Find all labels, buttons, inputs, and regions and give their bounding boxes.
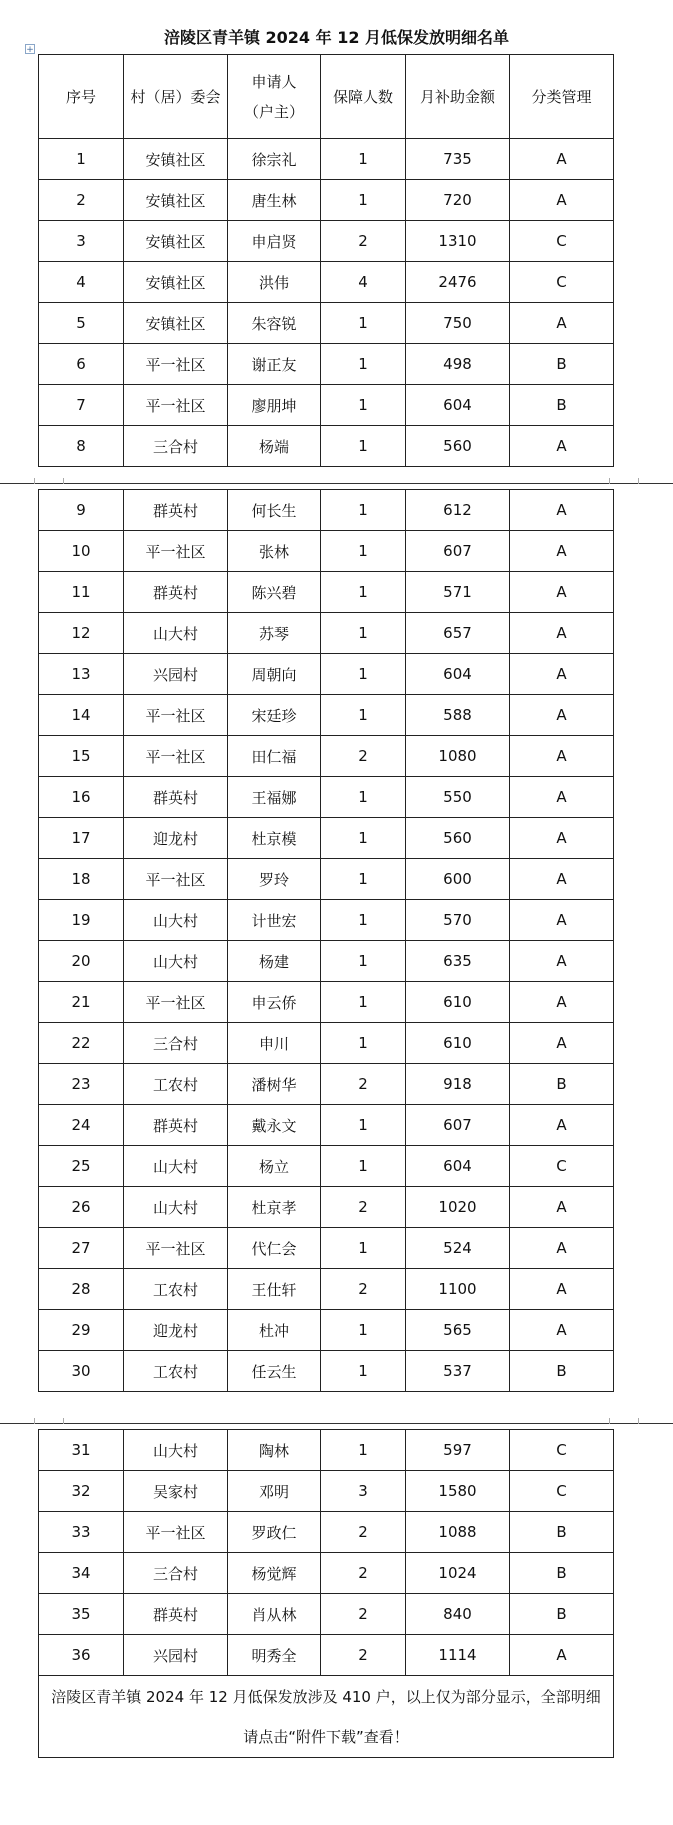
- cell-seq: 30: [39, 1351, 124, 1392]
- cell-people: 1: [321, 344, 406, 385]
- cell-amount: 1580: [406, 1471, 510, 1512]
- cell-seq: 9: [39, 490, 124, 531]
- cell-people: 1: [321, 1105, 406, 1146]
- cell-village: 三合村: [124, 1023, 228, 1064]
- cell-seq: 22: [39, 1023, 124, 1064]
- cell-category: A: [510, 1228, 614, 1269]
- cell-amount: 610: [406, 1023, 510, 1064]
- cell-village: 群英村: [124, 1105, 228, 1146]
- cell-seq: 26: [39, 1187, 124, 1228]
- cell-category: B: [510, 344, 614, 385]
- cell-village: 安镇社区: [124, 262, 228, 303]
- header-category: 分类管理: [510, 55, 614, 139]
- cell-amount: 1310: [406, 221, 510, 262]
- cell-seq: 5: [39, 303, 124, 344]
- cell-people: 1: [321, 303, 406, 344]
- cell-people: 3: [321, 1471, 406, 1512]
- cell-category: C: [510, 221, 614, 262]
- cell-amount: 571: [406, 572, 510, 613]
- cell-people: 1: [321, 654, 406, 695]
- cell-people: 1: [321, 818, 406, 859]
- cell-village: 平一社区: [124, 859, 228, 900]
- allowance-table-part-3: [38, 1429, 614, 1758]
- cell-village: 山大村: [124, 1430, 228, 1471]
- table-row: [39, 1512, 614, 1553]
- cell-amount: 607: [406, 1105, 510, 1146]
- table-row: [39, 982, 614, 1023]
- cell-category: A: [510, 139, 614, 180]
- cell-amount: 550: [406, 777, 510, 818]
- table-row: [39, 736, 614, 777]
- cell-applicant: 杜京孝: [228, 1187, 321, 1228]
- cell-village: 平一社区: [124, 982, 228, 1023]
- cell-category: A: [510, 426, 614, 467]
- cell-applicant: 戴永文: [228, 1105, 321, 1146]
- cell-applicant: 廖朋坤: [228, 385, 321, 426]
- cell-amount: 1088: [406, 1512, 510, 1553]
- cell-seq: 23: [39, 1064, 124, 1105]
- cell-amount: 588: [406, 695, 510, 736]
- cell-village: 平一社区: [124, 736, 228, 777]
- cell-category: A: [510, 1023, 614, 1064]
- cell-seq: 19: [39, 900, 124, 941]
- cell-seq: 1: [39, 139, 124, 180]
- table-row: [39, 900, 614, 941]
- cell-village: 兴园村: [124, 1635, 228, 1676]
- cell-applicant: 申启贤: [228, 221, 321, 262]
- cell-category: A: [510, 1105, 614, 1146]
- cell-seq: 32: [39, 1471, 124, 1512]
- cell-people: 1: [321, 572, 406, 613]
- cell-category: A: [510, 982, 614, 1023]
- cell-amount: 1080: [406, 736, 510, 777]
- cell-applicant: 罗政仁: [228, 1512, 321, 1553]
- cell-applicant: 朱容锐: [228, 303, 321, 344]
- cell-village: 群英村: [124, 572, 228, 613]
- table-row: [39, 777, 614, 818]
- cell-category: A: [510, 736, 614, 777]
- cell-applicant: 邓明: [228, 1471, 321, 1512]
- cell-category: B: [510, 1594, 614, 1635]
- cell-village: 山大村: [124, 900, 228, 941]
- table-row: [39, 490, 614, 531]
- cell-category: A: [510, 818, 614, 859]
- cell-applicant: 潘树华: [228, 1064, 321, 1105]
- cell-category: A: [510, 1269, 614, 1310]
- table-row: [39, 613, 614, 654]
- cell-seq: 17: [39, 818, 124, 859]
- cell-people: 2: [321, 736, 406, 777]
- cell-applicant: 何长生: [228, 490, 321, 531]
- cell-village: 兴园村: [124, 654, 228, 695]
- cell-seq: 2: [39, 180, 124, 221]
- table-row: [39, 262, 614, 303]
- table-row: [39, 1594, 614, 1635]
- cell-category: C: [510, 262, 614, 303]
- cell-applicant: 宋廷珍: [228, 695, 321, 736]
- cell-applicant: 申川: [228, 1023, 321, 1064]
- cell-village: 山大村: [124, 941, 228, 982]
- cell-applicant: 杜京模: [228, 818, 321, 859]
- cell-people: 1: [321, 531, 406, 572]
- table-row: [39, 1310, 614, 1351]
- cell-amount: 720: [406, 180, 510, 221]
- cell-amount: 635: [406, 941, 510, 982]
- cell-applicant: 杨立: [228, 1146, 321, 1187]
- cell-village: 平一社区: [124, 1228, 228, 1269]
- header-amount: 月补助金额: [406, 55, 510, 139]
- table-row: [39, 1635, 614, 1676]
- cell-seq: 27: [39, 1228, 124, 1269]
- cell-people: 1: [321, 1023, 406, 1064]
- table-row: [39, 818, 614, 859]
- cell-applicant: 杜冲: [228, 1310, 321, 1351]
- cell-seq: 13: [39, 654, 124, 695]
- cell-category: B: [510, 385, 614, 426]
- cell-amount: 2476: [406, 262, 510, 303]
- cell-amount: 537: [406, 1351, 510, 1392]
- cell-applicant: 杨觉辉: [228, 1553, 321, 1594]
- cell-village: 山大村: [124, 613, 228, 654]
- cell-seq: 16: [39, 777, 124, 818]
- cell-people: 1: [321, 941, 406, 982]
- table-row: [39, 303, 614, 344]
- cell-people: 1: [321, 1310, 406, 1351]
- table-row: [39, 859, 614, 900]
- cell-amount: 657: [406, 613, 510, 654]
- cell-people: 1: [321, 900, 406, 941]
- cell-amount: 1100: [406, 1269, 510, 1310]
- table-row: [39, 1430, 614, 1471]
- header-applicant-line2: （户主）: [243, 102, 304, 121]
- cell-category: A: [510, 1635, 614, 1676]
- cell-seq: 12: [39, 613, 124, 654]
- cell-category: A: [510, 180, 614, 221]
- page-corner-mark: [609, 478, 639, 484]
- cell-village: 工农村: [124, 1269, 228, 1310]
- cell-category: A: [510, 1310, 614, 1351]
- cell-people: 1: [321, 385, 406, 426]
- cell-village: 群英村: [124, 777, 228, 818]
- cell-people: 1: [321, 1430, 406, 1471]
- cell-applicant: 苏琴: [228, 613, 321, 654]
- table-row: [39, 572, 614, 613]
- cell-category: A: [510, 859, 614, 900]
- cell-category: A: [510, 613, 614, 654]
- cell-applicant: 田仁福: [228, 736, 321, 777]
- cell-people: 2: [321, 1635, 406, 1676]
- cell-amount: 524: [406, 1228, 510, 1269]
- cell-people: 2: [321, 1187, 406, 1228]
- table-row: [39, 1187, 614, 1228]
- cell-village: 安镇社区: [124, 139, 228, 180]
- cell-amount: 600: [406, 859, 510, 900]
- table-row: [39, 654, 614, 695]
- cell-village: 山大村: [124, 1146, 228, 1187]
- allowance-table-part-1: [38, 54, 614, 467]
- cell-amount: 840: [406, 1594, 510, 1635]
- table-row: [39, 180, 614, 221]
- cell-amount: 604: [406, 1146, 510, 1187]
- cell-category: C: [510, 1430, 614, 1471]
- cell-people: 1: [321, 1351, 406, 1392]
- table-row: [39, 1553, 614, 1594]
- cell-people: 2: [321, 1553, 406, 1594]
- cell-people: 1: [321, 426, 406, 467]
- cell-applicant: 申云侨: [228, 982, 321, 1023]
- table-row: [39, 1064, 614, 1105]
- table-row: [39, 695, 614, 736]
- cell-people: 2: [321, 1512, 406, 1553]
- cell-applicant: 徐宗礼: [228, 139, 321, 180]
- cell-amount: 1020: [406, 1187, 510, 1228]
- cell-village: 工农村: [124, 1064, 228, 1105]
- cell-seq: 8: [39, 426, 124, 467]
- cell-applicant: 杨端: [228, 426, 321, 467]
- cell-category: B: [510, 1351, 614, 1392]
- cell-category: A: [510, 1187, 614, 1228]
- cell-seq: 10: [39, 531, 124, 572]
- cell-amount: 610: [406, 982, 510, 1023]
- cell-applicant: 肖从林: [228, 1594, 321, 1635]
- cell-people: 1: [321, 1146, 406, 1187]
- cell-village: 群英村: [124, 1594, 228, 1635]
- cell-amount: 918: [406, 1064, 510, 1105]
- cell-applicant: 王仕轩: [228, 1269, 321, 1310]
- table-row: [39, 1269, 614, 1310]
- cell-seq: 28: [39, 1269, 124, 1310]
- cell-amount: 565: [406, 1310, 510, 1351]
- cell-people: 1: [321, 982, 406, 1023]
- cell-amount: 604: [406, 654, 510, 695]
- cell-seq: 11: [39, 572, 124, 613]
- cell-people: 1: [321, 695, 406, 736]
- cell-seq: 34: [39, 1553, 124, 1594]
- cell-applicant: 计世宏: [228, 900, 321, 941]
- cell-amount: 498: [406, 344, 510, 385]
- cell-people: 2: [321, 1269, 406, 1310]
- cell-applicant: 明秀全: [228, 1635, 321, 1676]
- header-applicant-line1: 申请人: [251, 72, 297, 91]
- cell-people: 1: [321, 490, 406, 531]
- table-row: [39, 1023, 614, 1064]
- cell-village: 吴家村: [124, 1471, 228, 1512]
- table-row: [39, 941, 614, 982]
- cell-amount: 735: [406, 139, 510, 180]
- cell-people: 4: [321, 262, 406, 303]
- cell-village: 工农村: [124, 1351, 228, 1392]
- cell-amount: 612: [406, 490, 510, 531]
- cell-amount: 597: [406, 1430, 510, 1471]
- cell-applicant: 陶林: [228, 1430, 321, 1471]
- cell-seq: 15: [39, 736, 124, 777]
- cell-applicant: 唐生林: [228, 180, 321, 221]
- cell-people: 2: [321, 1594, 406, 1635]
- cell-seq: 6: [39, 344, 124, 385]
- cell-seq: 25: [39, 1146, 124, 1187]
- cell-people: 1: [321, 1228, 406, 1269]
- cell-category: A: [510, 572, 614, 613]
- cell-village: 安镇社区: [124, 303, 228, 344]
- table-footer-row: [39, 1676, 614, 1758]
- table-row: [39, 1228, 614, 1269]
- cell-applicant: 任云生: [228, 1351, 321, 1392]
- cell-amount: 1114: [406, 1635, 510, 1676]
- table-row: [39, 221, 614, 262]
- cell-seq: 20: [39, 941, 124, 982]
- cell-village: 平一社区: [124, 385, 228, 426]
- move-handle-icon[interactable]: +: [26, 45, 34, 55]
- table-header-row: [39, 55, 614, 139]
- cell-people: 1: [321, 777, 406, 818]
- allowance-table-part-2: [38, 489, 614, 1392]
- table-row: [39, 1105, 614, 1146]
- table-row: [39, 1351, 614, 1392]
- cell-seq: 21: [39, 982, 124, 1023]
- header-applicant: [228, 55, 321, 139]
- cell-village: 三合村: [124, 1553, 228, 1594]
- cell-category: B: [510, 1064, 614, 1105]
- cell-applicant: 张林: [228, 531, 321, 572]
- cell-seq: 3: [39, 221, 124, 262]
- table-row: [39, 385, 614, 426]
- cell-category: B: [510, 1553, 614, 1594]
- cell-category: A: [510, 654, 614, 695]
- cell-seq: 18: [39, 859, 124, 900]
- cell-village: 山大村: [124, 1187, 228, 1228]
- cell-seq: 35: [39, 1594, 124, 1635]
- cell-category: A: [510, 777, 614, 818]
- cell-seq: 7: [39, 385, 124, 426]
- cell-applicant: 陈兴碧: [228, 572, 321, 613]
- header-people: 保障人数: [321, 55, 406, 139]
- cell-village: 安镇社区: [124, 221, 228, 262]
- header-village: 村（居）委会: [124, 55, 228, 139]
- cell-village: 迎龙村: [124, 1310, 228, 1351]
- cell-people: 1: [321, 859, 406, 900]
- page-title: 涪陵区青羊镇 2024 年 12 月低保发放明细名单: [163, 28, 510, 47]
- cell-category: C: [510, 1471, 614, 1512]
- cell-applicant: 洪伟: [228, 262, 321, 303]
- cell-amount: 750: [406, 303, 510, 344]
- cell-village: 平一社区: [124, 695, 228, 736]
- cell-village: 三合村: [124, 426, 228, 467]
- cell-village: 平一社区: [124, 344, 228, 385]
- cell-people: 1: [321, 613, 406, 654]
- cell-applicant: 谢正友: [228, 344, 321, 385]
- page-corner-mark: [609, 1418, 639, 1424]
- table-row: [39, 531, 614, 572]
- cell-category: B: [510, 1512, 614, 1553]
- cell-category: A: [510, 531, 614, 572]
- cell-amount: 570: [406, 900, 510, 941]
- cell-amount: 560: [406, 818, 510, 859]
- page-corner-mark: [34, 1418, 64, 1424]
- cell-seq: 33: [39, 1512, 124, 1553]
- footer-note: 涪陵区青羊镇 2024 年 12 月低保发放涉及 410 户，以上仅为部分显示，全部明细请点击“附件下载”查看！: [39, 1676, 614, 1758]
- cell-seq: 4: [39, 262, 124, 303]
- cell-amount: 607: [406, 531, 510, 572]
- cell-category: C: [510, 1146, 614, 1187]
- cell-applicant: 代仁会: [228, 1228, 321, 1269]
- cell-amount: 604: [406, 385, 510, 426]
- table-row: [39, 1146, 614, 1187]
- cell-applicant: 罗玲: [228, 859, 321, 900]
- cell-village: 群英村: [124, 490, 228, 531]
- cell-people: 1: [321, 139, 406, 180]
- cell-seq: 24: [39, 1105, 124, 1146]
- cell-people: 2: [321, 221, 406, 262]
- page-break-line: [0, 483, 673, 484]
- cell-village: 安镇社区: [124, 180, 228, 221]
- page-corner-mark: [34, 478, 64, 484]
- table-row: [39, 139, 614, 180]
- cell-seq: 36: [39, 1635, 124, 1676]
- cell-seq: 31: [39, 1430, 124, 1471]
- cell-category: A: [510, 695, 614, 736]
- cell-category: A: [510, 490, 614, 531]
- cell-category: A: [510, 941, 614, 982]
- cell-applicant: 杨建: [228, 941, 321, 982]
- table-row: [39, 344, 614, 385]
- cell-village: 迎龙村: [124, 818, 228, 859]
- header-seq: 序号: [39, 55, 124, 139]
- cell-category: A: [510, 303, 614, 344]
- cell-category: A: [510, 900, 614, 941]
- cell-seq: 14: [39, 695, 124, 736]
- table-row: [39, 1471, 614, 1512]
- cell-seq: 29: [39, 1310, 124, 1351]
- cell-village: 平一社区: [124, 1512, 228, 1553]
- cell-people: 2: [321, 1064, 406, 1105]
- table-row: [39, 426, 614, 467]
- cell-amount: 1024: [406, 1553, 510, 1594]
- cell-village: 平一社区: [124, 531, 228, 572]
- cell-applicant: 周朝向: [228, 654, 321, 695]
- page-break-line: [0, 1423, 673, 1424]
- cell-amount: 560: [406, 426, 510, 467]
- cell-people: 1: [321, 180, 406, 221]
- cell-applicant: 王福娜: [228, 777, 321, 818]
